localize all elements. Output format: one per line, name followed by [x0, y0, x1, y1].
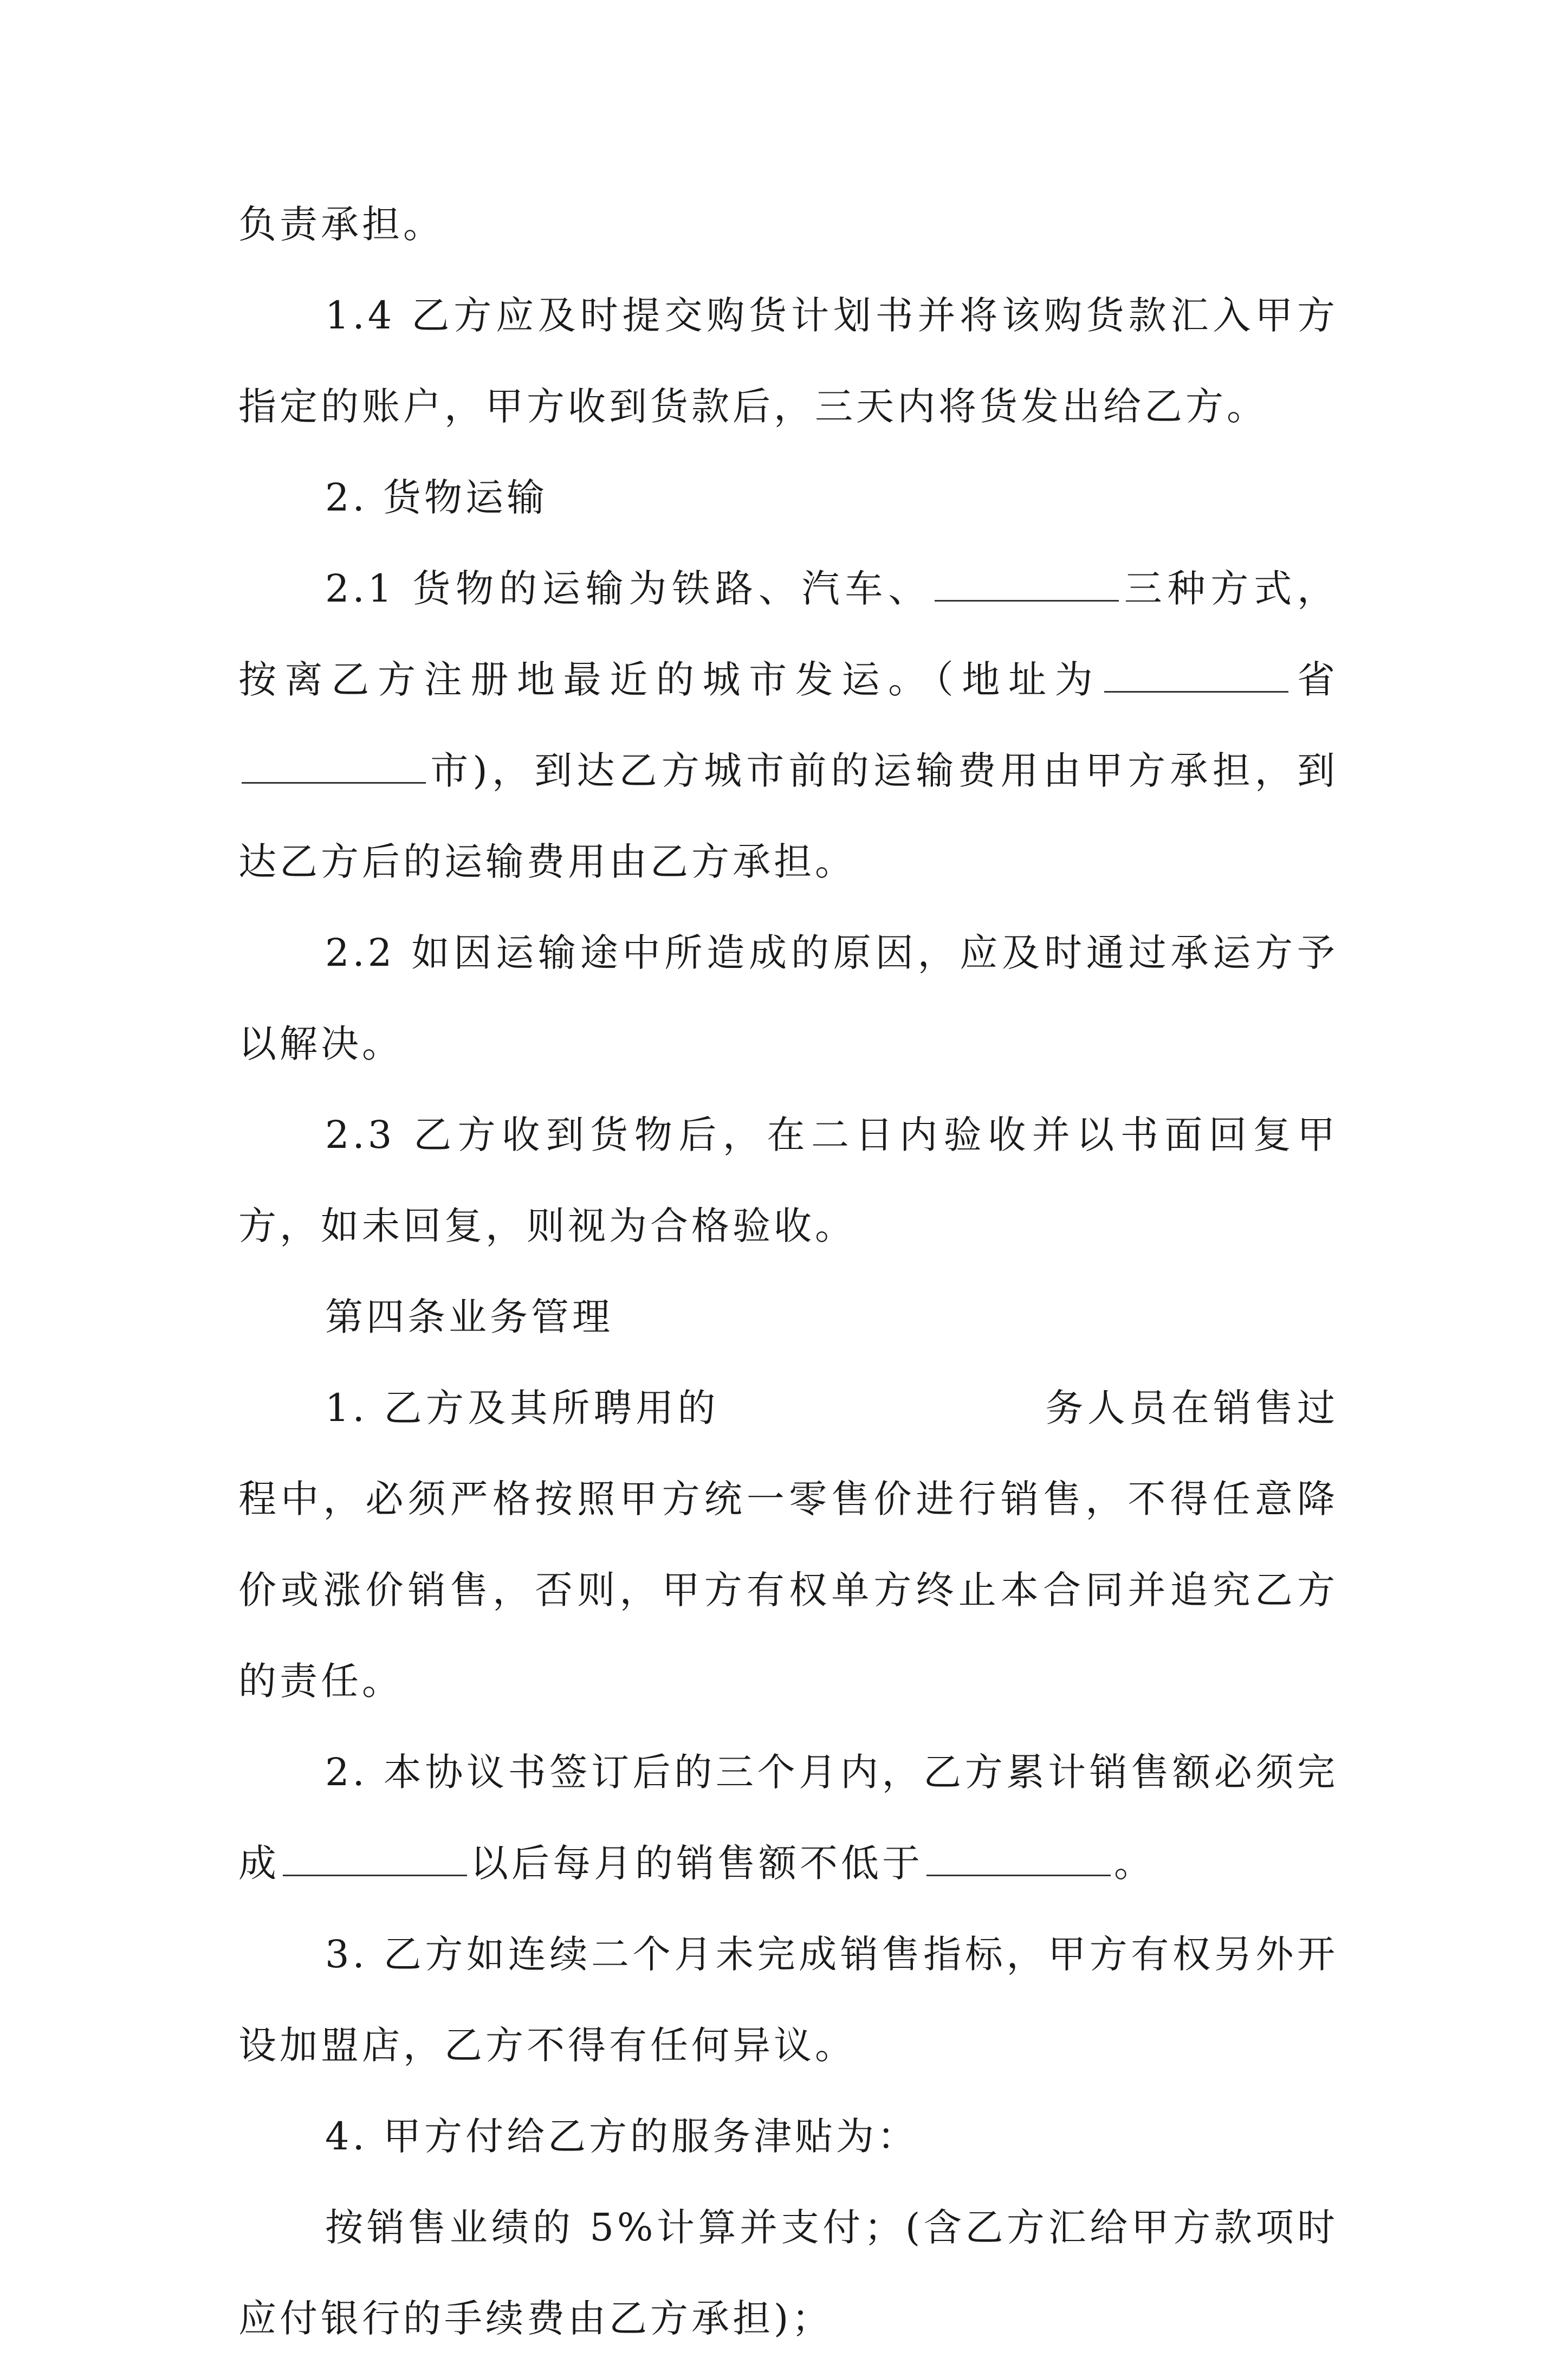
paragraph-text: 2. 本协议书签订后的三个月内，乙方累计销售额必须完成	[238, 1750, 1338, 1885]
article-heading-business-management	[238, 1271, 1338, 1362]
clause-2-3	[238, 1089, 1338, 1271]
paragraph-text: 2.3 乙方收到货物后，在二日内验收并以书面回复甲方，如未回复，则视为合格验收。	[238, 1113, 1338, 1248]
service-allowance-terms	[238, 2182, 1338, 2364]
contract-body	[238, 179, 1338, 2364]
paragraph-text: 2.2 如因运输途中所造成的原因，应及时通过承运方予以解决。	[238, 931, 1338, 1066]
paragraph-text: 4. 甲方付给乙方的服务津贴为：	[325, 2114, 919, 2159]
paragraph-text: 3. 乙方如连续二个月未完成销售指标，甲方有权另外开设加盟店，乙方不得有任何异议。	[238, 1932, 1338, 2068]
heading-text: 2. 货物运输	[325, 475, 548, 520]
fill-in-blank	[1104, 658, 1288, 693]
fill-in-blank	[926, 1842, 1111, 1876]
paragraph-text: 1.4 乙方应及时提交购货计划书并将该购货款汇入甲方指定的账户，甲方收到货款后，三天内将货发出给乙方。	[238, 293, 1338, 429]
clause-2-1	[238, 543, 1338, 907]
paragraph-text: 三种方式，按离乙方注册地最近的城市发运。（地址为	[238, 566, 1339, 702]
paragraph-text: 市)，到达乙方城市前的运输费用由甲方承担，到达乙方后的运输费用由乙方承担。	[238, 748, 1338, 884]
fill-in-blank	[283, 1842, 467, 1876]
paragraph-text: 省	[1292, 657, 1339, 702]
clause-4-2	[238, 1727, 1338, 1909]
fill-in-blank	[935, 567, 1119, 602]
paragraph-continuation	[238, 179, 1338, 270]
clause-4-1	[238, 1362, 1338, 1727]
clause-4-3	[238, 1909, 1338, 2091]
paragraph-text: 2.1 货物的运输为铁路、汽车、	[325, 566, 931, 611]
paragraph-text: 1. 乙方及其所聘用的	[325, 1386, 720, 1430]
clause-2-2	[238, 907, 1338, 1089]
paragraph-text: 务人员在销售过程中，必须严格按照甲方统一零售价进行销售，不得任意降价或涨价销售，否则，甲方有权单方终止本合同并追究乙方的责任。	[238, 1386, 1338, 1703]
paragraph-text: 按销售业绩的 5%计算并支付；(含乙方汇给甲方款项时应付银行的手续费由乙方承担)；	[238, 2205, 1338, 2341]
section-heading-goods-transport	[238, 452, 1338, 543]
fill-in-blank	[242, 750, 426, 784]
paragraph-text: 以后每月的销售额不低于	[470, 1841, 923, 1885]
paragraph-text: 负责承担。	[238, 202, 444, 247]
paragraph-text: 。	[1114, 1841, 1155, 1885]
heading-text: 第四条业务管理	[325, 1295, 613, 1339]
clause-1-4	[238, 270, 1338, 452]
clause-4-4	[238, 2091, 1338, 2182]
